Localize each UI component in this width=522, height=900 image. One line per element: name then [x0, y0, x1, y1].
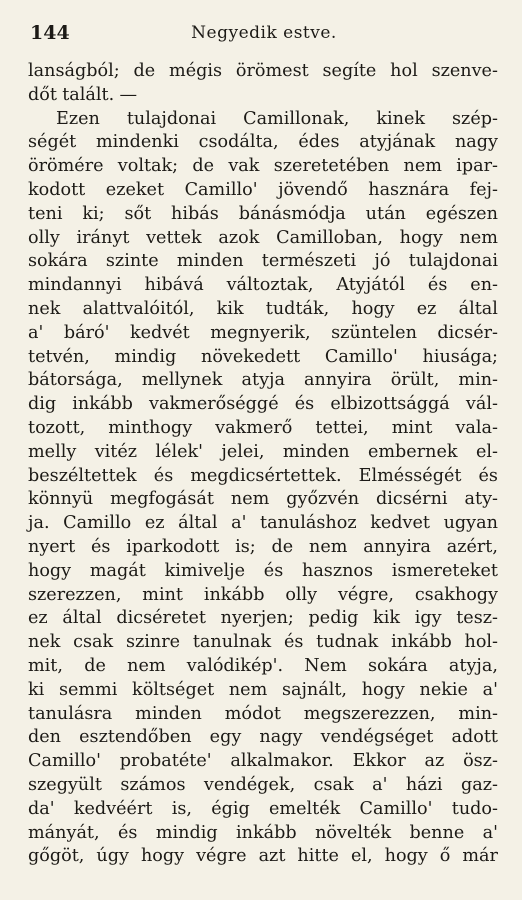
text-line: da' kedvéért is, égig emelték Camillo' tudo- [28, 798, 498, 819]
text-line: könnyü megfogását nem győzvén dicsérni aty- [28, 489, 498, 510]
text-line: ki semmi költséget nem sajnált, hogy nekie a' [28, 679, 498, 700]
text-line: örömére voltak; de vak szeretetében nem ipar- [28, 156, 498, 177]
text-line: tanulásra minden módot megszerezzen, min- [28, 703, 498, 724]
text-line: kodott ezeket Camillo' jövendő hasznára fej- [28, 179, 498, 200]
text-line: sokára szinte minden természeti jó tulajdonai [28, 251, 498, 272]
text-line: mányát, és mindig inkább növelték benne a' [28, 822, 498, 843]
page-header [30, 22, 498, 52]
text-line: den esztendőben egy nagy vendégséget adott [28, 727, 498, 748]
text-line: olly irányt vettek azok Camilloban, hogy nem [28, 227, 498, 248]
text-line: szerezzen, mint inkább olly végre, csakhogy [28, 584, 498, 605]
text-line: nyert és iparkodott is; de nem annyira azért, [28, 536, 498, 557]
text-line: Ezen tulajdonai Camillonak, kinek szép- [56, 108, 498, 129]
text-line: szegyült számos vendégek, csak a' házi gaz- [28, 774, 498, 795]
running-title: Negyedik estve. [191, 23, 337, 43]
text-line: dőt talált. — [28, 84, 138, 105]
text-line: tetvén, mindig növekedett Camillo' hiusága; [28, 346, 498, 367]
text-line: mindannyi hibává változtak, Atyjától és en- [28, 275, 498, 296]
text-line: lanságból; de mégis örömest segíte hol szenve- [28, 61, 498, 81]
text-line: tozott, minthogy vakmerő tettei, mint vala- [28, 417, 498, 438]
page-number: 144 [30, 22, 70, 44]
text-line: beszéltettek és megdicsértettek. Elmésségét és [28, 465, 498, 486]
text-line: gőgöt, úgy hogy végre azt hitte el, hogy ő már [28, 846, 498, 867]
text-line: nek alattvalóitól, kik tudták, hogy ez által [28, 298, 498, 319]
text-line: nek csak szinre tanulnak és tudnak inkább hol- [28, 632, 498, 653]
text-line: Camillo' probatéte' alkalmakor. Ekkor az ösz- [28, 751, 498, 772]
text-line: hogy magát kimivelje és hasznos ismereteket [28, 560, 498, 581]
text-line: ségét mindenki csodálta, édes atyjának nagy [28, 132, 498, 153]
body-text [28, 60, 498, 869]
text-line: bátorsága, mellynek atyja annyira örült, min- [28, 370, 498, 391]
text-line: ja. Camillo ez által a' tanuláshoz kedvet ugyan [28, 513, 498, 534]
text-line: mit, de nem valódikép'. Nem sokára atyja, [28, 655, 498, 676]
text-line: a' báró' kedvét megnyerik, szüntelen dicsér- [28, 322, 498, 343]
text-line: ez által dicséretet nyerjen; pedig kik igy tesz- [28, 608, 498, 629]
text-line: melly vitéz lélek' jelei, minden embernek el- [28, 441, 498, 462]
text-line: dig inkább vakmerőséggé és elbizottsággá vál- [28, 394, 498, 415]
text-line: teni ki; sőt hibás bánásmódja után egészen [28, 203, 498, 224]
